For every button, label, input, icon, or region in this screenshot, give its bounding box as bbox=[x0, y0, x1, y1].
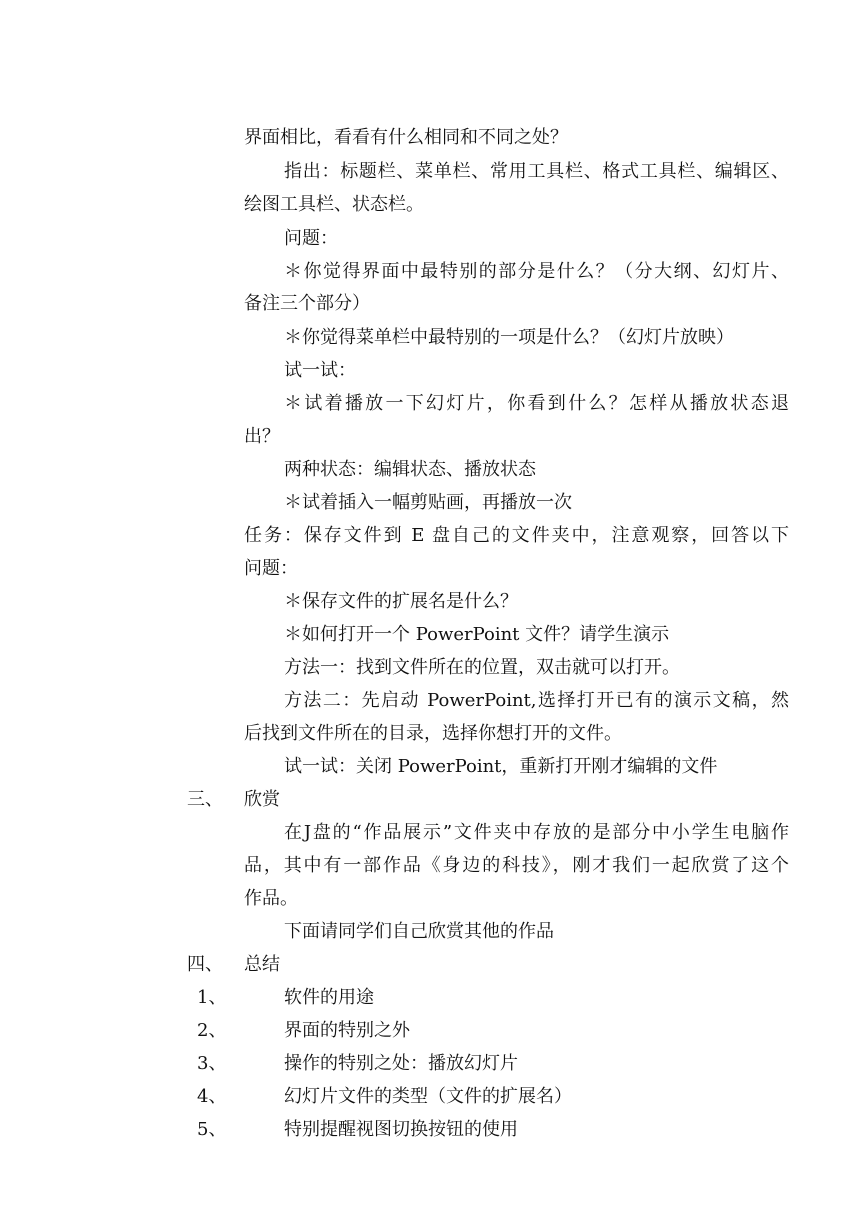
list-item: 特别提醒视图切换按钮的使用 bbox=[284, 1119, 518, 1140]
paragraph-line: ＊保存文件的扩展名是什么？ bbox=[284, 591, 518, 612]
section-number: 三、 bbox=[187, 789, 223, 810]
paragraph-line: 下面请同学们自己欣赏其他的作品 bbox=[284, 921, 554, 942]
paragraph-line: 绘图工具栏、状态栏。 bbox=[244, 194, 424, 215]
paragraph-line: 两种状态：编辑状态、播放状态 bbox=[284, 459, 536, 480]
list-item-number: 1、 bbox=[197, 987, 227, 1008]
list-item-number: 5、 bbox=[197, 1119, 227, 1140]
paragraph-line: 界面相比，看看有什么相同和不同之处？ bbox=[244, 127, 568, 148]
paragraph-line: 后找到文件所在的目录，选择你想打开的文件。 bbox=[244, 723, 622, 744]
paragraph-line: 方法二：先启动 PowerPoint,选择打开已有的演示文稿，然 bbox=[284, 690, 789, 711]
list-item-number: 3、 bbox=[197, 1053, 227, 1074]
list-item: 界面的特别之外 bbox=[284, 1020, 410, 1041]
paragraph-line: ＊如何打开一个 PowerPoint 文件？请学生演示 bbox=[284, 624, 670, 645]
paragraph-line: 指出：标题栏、菜单栏、常用工具栏、格式工具栏、编辑区、 bbox=[284, 161, 789, 182]
paragraph-line: 作品。 bbox=[244, 888, 298, 909]
section-heading: 欣赏 bbox=[244, 789, 280, 810]
paragraph-line: 备注三个部分） bbox=[244, 293, 370, 314]
paragraph-line: 试一试： bbox=[284, 360, 356, 381]
list-item: 幻灯片文件的类型（文件的扩展名） bbox=[284, 1086, 572, 1107]
list-item-number: 4、 bbox=[197, 1086, 227, 1107]
paragraph-line: 问题： bbox=[244, 558, 298, 579]
paragraph-line: 问题： bbox=[284, 228, 338, 249]
list-item: 操作的特别之处：播放幻灯片 bbox=[284, 1053, 518, 1074]
paragraph-line: 试一试：关闭 PowerPoint，重新打开刚才编辑的文件 bbox=[284, 756, 718, 777]
paragraph-line: ＊你觉得菜单栏中最特别的一项是什么？（幻灯片放映） bbox=[284, 327, 734, 348]
paragraph-line: 在J盘的“作品展示”文件夹中存放的是部分中小学生电脑作 bbox=[284, 822, 789, 843]
paragraph-line: ＊试着插入一幅剪贴画，再播放一次 bbox=[284, 492, 572, 513]
section-heading: 总结 bbox=[244, 954, 280, 975]
list-item-number: 2、 bbox=[197, 1020, 227, 1041]
paragraph-line: ＊试着播放一下幻灯片，你看到什么？怎样从播放状态退 bbox=[284, 393, 789, 414]
section-number: 四、 bbox=[187, 954, 223, 975]
list-item: 软件的用途 bbox=[284, 987, 374, 1008]
paragraph-line: 方法一：找到文件所在的位置，双击就可以打开。 bbox=[284, 657, 680, 678]
paragraph-line: ＊你觉得界面中最特别的部分是什么？（分大纲、幻灯片、 bbox=[284, 261, 789, 282]
paragraph-line: 出？ bbox=[244, 426, 280, 447]
paragraph-line: 品，其中有一部作品《身边的科技》，刚才我们一起欣赏了这个 bbox=[244, 855, 789, 876]
paragraph-line: 任务：保存文件到 E 盘自己的文件夹中，注意观察，回答以下 bbox=[244, 525, 789, 546]
